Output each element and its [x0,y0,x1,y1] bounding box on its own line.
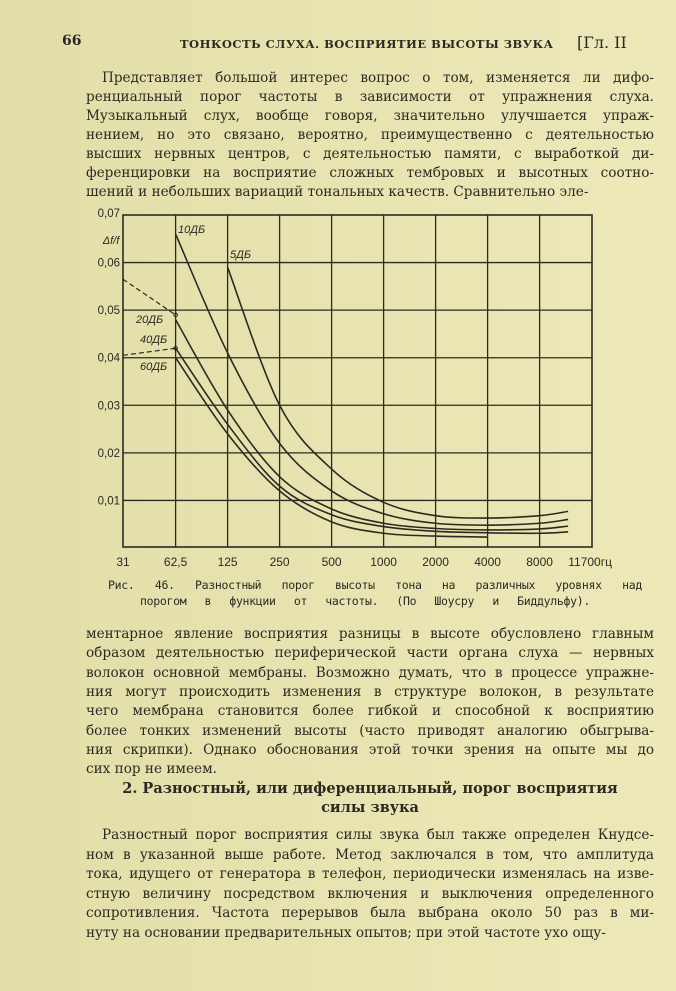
y-tick-label: 0,01 [97,495,120,508]
series-label: 60ДБ [140,361,168,373]
x-tick-label: 62,5 [163,555,188,569]
text-line: более тонких изменений высоты (часто приводят аналогию обыгрыва- [86,722,654,739]
text-line: ния могут происходить изменения в структуре волокон, в результате [86,683,654,700]
series-line-40ДБ [176,348,569,533]
x-tick-label: 125 [217,555,238,569]
x-tick-label: 8000 [526,555,553,569]
text-line: сопротивления. Частота перерывов была выбрана около 50 раз в ми- [86,905,654,921]
text-line: образом деятельностью периферической части органа слуха — нервных [86,645,654,662]
text-line: ном в указанной выше работе. Метод заключался в том, что амплитуда [86,846,654,863]
text-line: высших нервных центров, с деятельностью памяти, с выработкой ди- [86,146,654,162]
caption-line: порогом в функции от частоты. (По Шоусру и Биддульфу). [140,594,590,608]
text-line: Представляет большой интерес вопрос о том, изменяется ли дифо- [102,70,654,86]
text-line: шений и небольших вариаций тональных качеств. Сравнительно эле- [86,184,589,200]
text-line: нуту на основании предварительных опытов; при этой частоте ухо ощу- [86,924,606,941]
y-tick-label: 0,04 [97,352,120,365]
text-line: волокон основной мембраны. Возможно думать, что в процессе упражне- [86,664,654,681]
series-dashed-lead [123,348,176,355]
series-label: 40ДБ [140,334,168,346]
section-heading-line: 2. Разностный, или диференциальный, порог восприятия [122,780,618,797]
plot-frame [123,215,592,547]
text-line: ментарное явление восприятия разницы в высоте обусловлено главным [86,626,654,642]
x-tick-label: 4000 [474,555,501,569]
text-line: тока, идущего от генератора в телефон, периодически изменялась на изве- [86,866,654,882]
y-axis-label: Δf/f [102,235,120,247]
section-heading-line: силы звука [321,799,419,816]
text-line: Разностный порог восприятия силы звука был также определен Кнудсе- [102,827,654,843]
x-tick-label: 1000 [370,555,397,569]
y-tick-label: 0,07 [97,208,120,220]
y-tick-label: 0,06 [97,257,120,270]
running-title: ТОНКОСТЬ СЛУХА. ВОСПРИЯТИЕ ВЫСОТЫ ЗВУКА [180,37,554,51]
text-line: стную величину посредством включения и выключения определенного [86,885,654,902]
text-line: ренциальный порог частоты в зависимости от упражнения слуха. [86,89,654,105]
caption-line: Рис. 46. Разностный порог высоты тона на различных уровнях над [108,578,642,592]
text-line: Музыкальный слух, вообще говоря, значительно улучшается упраж- [86,108,654,124]
series-line-5ДБ [228,267,569,518]
x-tick-label: 250 [269,555,290,569]
series-label: 5ДБ [230,249,252,261]
text-line: сих пор не имеем. [86,761,217,778]
x-tick-label: 11700гц [568,555,612,569]
series-line-10ДБ [176,234,569,525]
chapter-label: [Гл. II [577,33,627,52]
series-line-20ДБ [176,320,569,530]
text-line: чего мембрана становится более гибкой и способной к восприятию [86,703,654,720]
series-label: 10ДБ [178,224,206,236]
y-tick-label: 0,03 [97,400,120,413]
x-tick-label: 31 [116,555,130,569]
text-line: нением, но это связано, вероятно, преимущественно с деятельностью [86,127,654,143]
text-line: ния скрипки). Однако обоснования этой точки зрения на опыте мы до [86,741,654,758]
series-label: 20ДБ [136,314,164,326]
x-tick-label: 2000 [422,555,449,569]
y-tick-label: 0,02 [97,447,120,460]
x-tick-label: 500 [321,555,342,569]
text-line: ференцировки на восприятие сложных тембровых и высотных соотно- [86,165,654,181]
y-tick-label: 0,05 [97,305,120,318]
page-number: 66 [62,33,82,49]
